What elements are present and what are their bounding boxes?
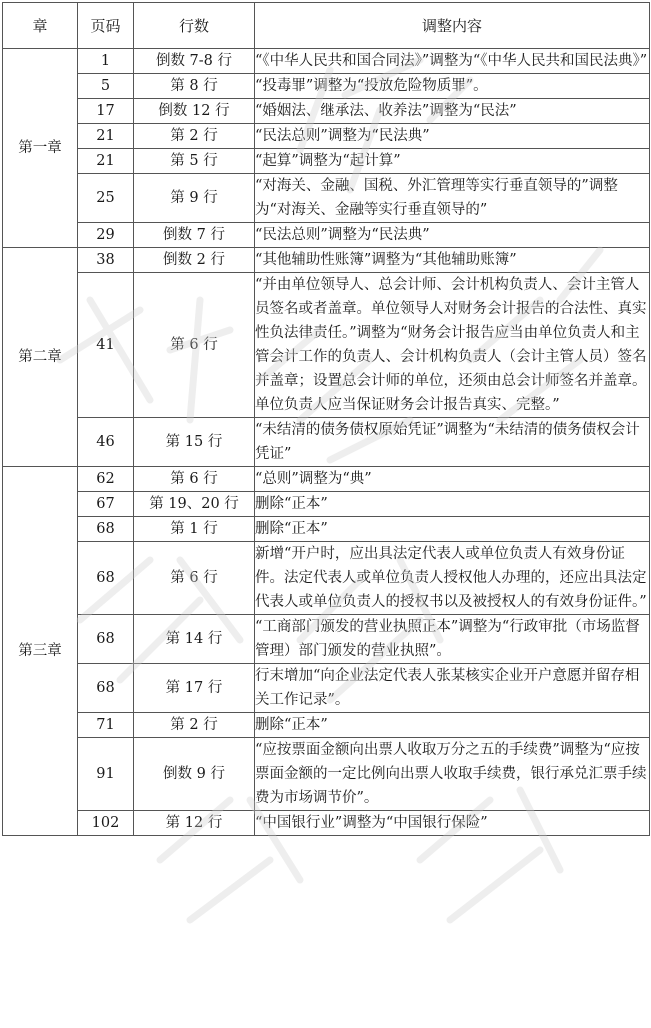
- table-row: [3, 542, 650, 615]
- table-row: [3, 467, 650, 492]
- page-number-cell: 68: [78, 664, 134, 713]
- page-number-cell: 68: [78, 615, 134, 664]
- table-row: [3, 811, 650, 836]
- table-row: [3, 74, 650, 99]
- table-row: [3, 273, 650, 418]
- adjustment-content-cell: “民法总则”调整为“民法典”: [255, 124, 650, 149]
- page-number-cell: 5: [78, 74, 134, 99]
- page-number-cell: 62: [78, 467, 134, 492]
- table-row: [3, 517, 650, 542]
- adjustment-content-cell: 删除“正本”: [255, 713, 650, 738]
- table-row: [3, 149, 650, 174]
- line-number-cell: 倒数 12 行: [134, 99, 255, 124]
- header-page: 页码: [78, 3, 134, 49]
- table-row: [3, 174, 650, 223]
- page-number-cell: 68: [78, 542, 134, 615]
- line-number-cell: 第 6 行: [134, 273, 255, 418]
- header-chapter: 章: [3, 3, 78, 49]
- table-row: [3, 713, 650, 738]
- adjustment-content-cell: “对海关、金融、国税、外汇管理等实行垂直领导的”调整为“对海关、金融等实行垂直领导的”: [255, 174, 650, 223]
- adjustment-content-cell: “应按票面金额向出票人收取万分之五的手续费”调整为“应按票面金额的一定比例向出票人收取手续费，银行承兑汇票手续费为市场调节价”。: [255, 738, 650, 811]
- line-number-cell: 第 14 行: [134, 615, 255, 664]
- adjustment-content-cell: “投毒罪”调整为“投放危险物质罪”。: [255, 74, 650, 99]
- adjustment-content-cell: “婚姻法、继承法、收养法”调整为“民法”: [255, 99, 650, 124]
- line-number-cell: 第 1 行: [134, 517, 255, 542]
- table-row: [3, 124, 650, 149]
- page-number-cell: 17: [78, 99, 134, 124]
- line-number-cell: 第 5 行: [134, 149, 255, 174]
- page-number-cell: 68: [78, 517, 134, 542]
- adjustment-content-cell: 删除“正本”: [255, 492, 650, 517]
- table-row: [3, 492, 650, 517]
- table-row: [3, 248, 650, 273]
- line-number-cell: 第 17 行: [134, 664, 255, 713]
- table-row: [3, 738, 650, 811]
- adjustment-content-cell: 删除“正本”: [255, 517, 650, 542]
- adjustment-content-cell: 新增“开户时，应出具法定代表人或单位负责人有效身份证件。法定代表人或单位负责人授权他人办理的，还应出具法定代表人或单位负责人的授权书以及被授权人的有效身份证件。”: [255, 542, 650, 615]
- page-number-cell: 71: [78, 713, 134, 738]
- table-row: [3, 99, 650, 124]
- line-number-cell: 第 6 行: [134, 467, 255, 492]
- header-row: [3, 3, 650, 49]
- line-number-cell: 第 19、20 行: [134, 492, 255, 517]
- page-number-cell: 21: [78, 149, 134, 174]
- page-number-cell: 25: [78, 174, 134, 223]
- page-number-cell: 29: [78, 223, 134, 248]
- page-number-cell: 41: [78, 273, 134, 418]
- table-row: [3, 49, 650, 74]
- line-number-cell: 倒数 2 行: [134, 248, 255, 273]
- line-number-cell: 第 12 行: [134, 811, 255, 836]
- line-number-cell: 第 6 行: [134, 542, 255, 615]
- line-number-cell: 第 8 行: [134, 74, 255, 99]
- line-number-cell: 第 2 行: [134, 124, 255, 149]
- table-row: [3, 664, 650, 713]
- adjustment-content-cell: “民法总则”调整为“民法典”: [255, 223, 650, 248]
- table-body: [3, 49, 650, 836]
- line-number-cell: 第 9 行: [134, 174, 255, 223]
- page-number-cell: 1: [78, 49, 134, 74]
- page-number-cell: 21: [78, 124, 134, 149]
- chapter-cell: 第一章: [3, 49, 78, 248]
- header-content: 调整内容: [255, 3, 650, 49]
- adjustment-content-cell: “工商部门颁发的营业执照正本”调整为“行政审批（市场监督管理）部门颁发的营业执照”。: [255, 615, 650, 664]
- chapter-cell: 第三章: [3, 467, 78, 836]
- adjustment-content-cell: “未结清的债务债权原始凭证”调整为“未结清的债务债权会计凭证”: [255, 418, 650, 467]
- adjustment-content-cell: “起算”调整为“起计算”: [255, 149, 650, 174]
- page-number-cell: 102: [78, 811, 134, 836]
- errata-table: [2, 2, 650, 836]
- adjustment-content-cell: “《中华人民共和国合同法》”调整为“《中华人民共和国民法典》”: [255, 49, 650, 74]
- table-row: [3, 223, 650, 248]
- header-lines: 行数: [134, 3, 255, 49]
- page-number-cell: 91: [78, 738, 134, 811]
- line-number-cell: 第 15 行: [134, 418, 255, 467]
- line-number-cell: 倒数 9 行: [134, 738, 255, 811]
- line-number-cell: 倒数 7 行: [134, 223, 255, 248]
- page-number-cell: 38: [78, 248, 134, 273]
- adjustment-content-cell: “中国银行业”调整为“中国银行保险”: [255, 811, 650, 836]
- page-number-cell: 46: [78, 418, 134, 467]
- adjustment-content-cell: “其他辅助性账簿”调整为“其他辅助账簿”: [255, 248, 650, 273]
- adjustment-content-cell: 行末增加“向企业法定代表人张某核实企业开户意愿并留存相关工作记录”。: [255, 664, 650, 713]
- adjustment-content-cell: “总则”调整为“典”: [255, 467, 650, 492]
- line-number-cell: 第 2 行: [134, 713, 255, 738]
- table-row: [3, 418, 650, 467]
- adjustment-content-cell: “并由单位领导人、总会计师、会计机构负责人、会计主管人员签名或者盖章。单位领导人对财务会计报告的合法性、真实性负法律责任。”调整为“财务会计报告应当由单位负责人和主管会计工作的负责人、会计机构负责人（会计主管人员）签名并盖章；设置总会计师的单位，还须由总会计师签名并盖章。单位负责人应当保证财务会计报告真实、完整。”: [255, 273, 650, 418]
- table-row: [3, 615, 650, 664]
- page-number-cell: 67: [78, 492, 134, 517]
- chapter-cell: 第二章: [3, 248, 78, 467]
- line-number-cell: 倒数 7-8 行: [134, 49, 255, 74]
